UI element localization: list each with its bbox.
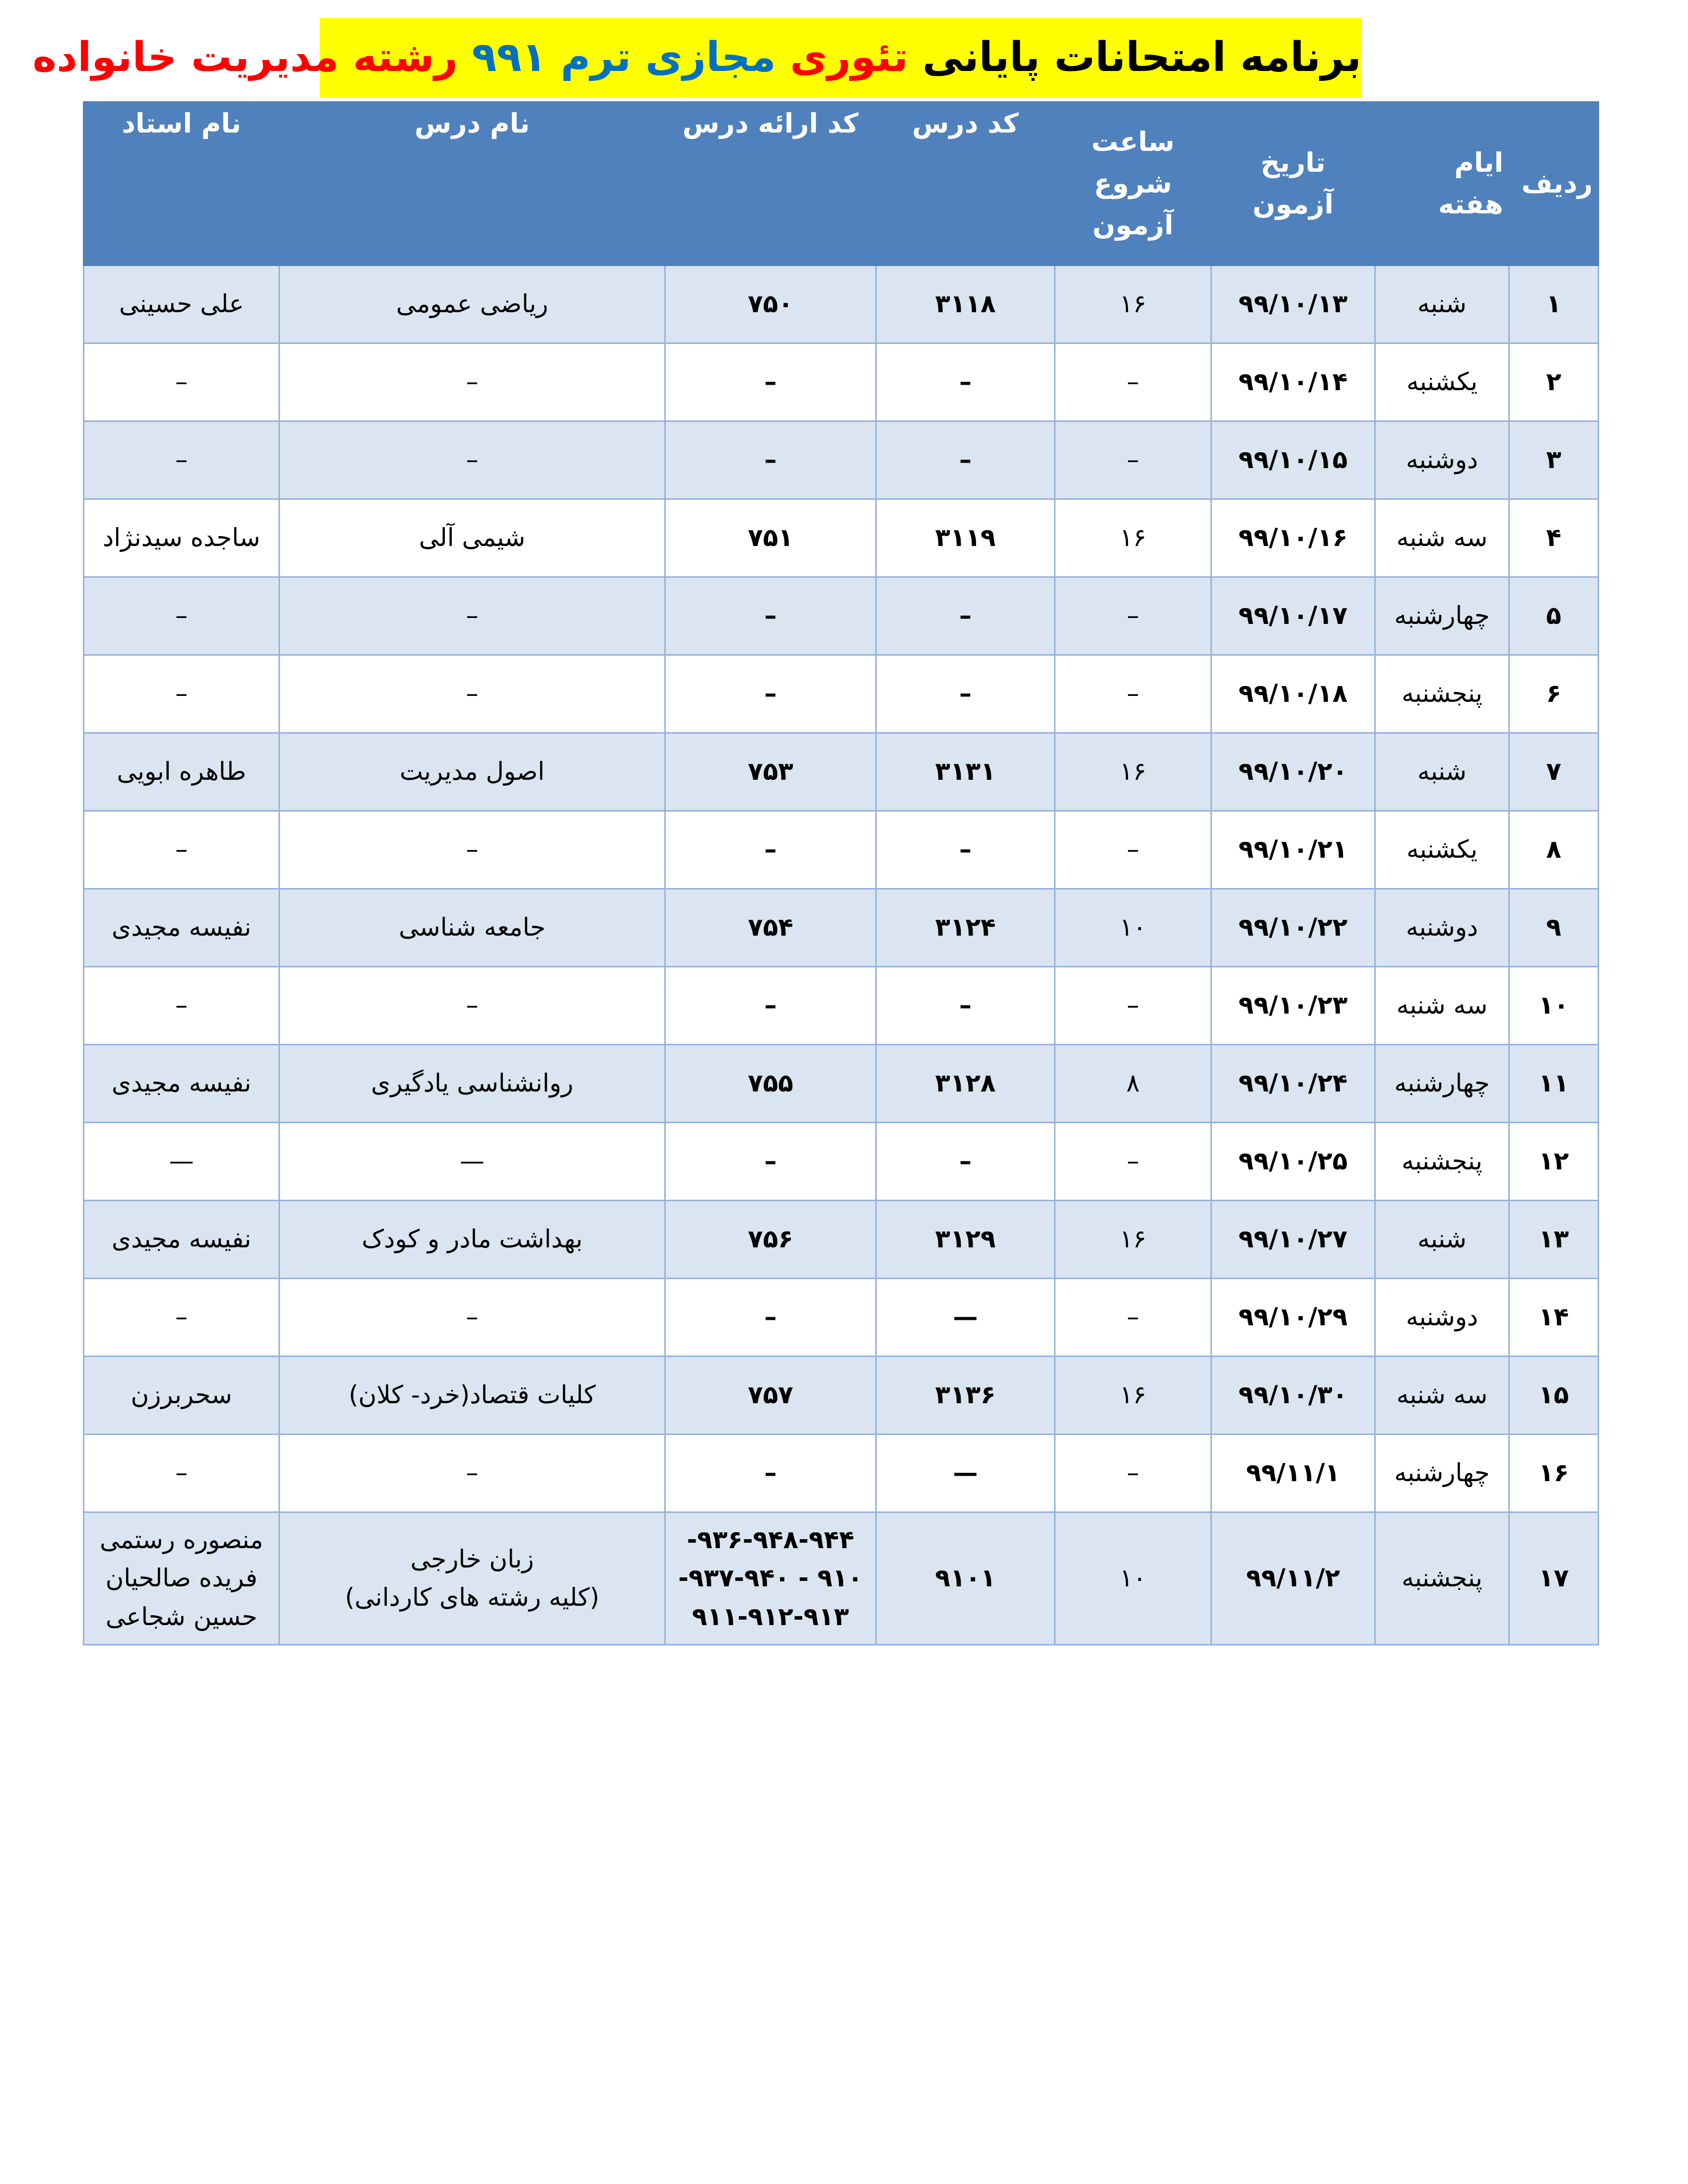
cell-offer-code: ۷۵۳ <box>665 733 876 811</box>
cell-course-name: بهداشت مادر و کودک <box>280 1201 665 1279</box>
cell-course-name: – <box>280 1434 665 1512</box>
cell-exam-date: ۹۹/۱۰/۲۵ <box>1211 1123 1375 1201</box>
header-exam-date <box>1211 102 1375 266</box>
cell-offer-code: – <box>665 343 876 421</box>
header-start-time-line3: آزمون <box>1092 209 1174 241</box>
cell-course-name: – <box>280 421 665 499</box>
table-row <box>84 967 1599 1045</box>
table-row <box>84 266 1599 343</box>
cell-teacher <box>84 1512 280 1645</box>
cell-teacher: – <box>84 577 280 655</box>
header-course-name: نام درس <box>280 102 665 266</box>
cell-teacher: ساجده سیدنژاد <box>84 499 280 577</box>
cell-teacher: علی حسینی <box>84 266 280 343</box>
cell-teacher: نفیسه مجیدی <box>84 889 280 967</box>
cell-row-number: ۹ <box>1509 889 1599 967</box>
cell-course-code: ۳۱۲۸ <box>876 1045 1055 1123</box>
table-row <box>84 1434 1599 1512</box>
cell-exam-date: ۹۹/۱۰/۱۸ <box>1211 655 1375 733</box>
table-row <box>84 499 1599 577</box>
cell-course-code: ۳۱۲۹ <box>876 1201 1055 1279</box>
cell-weekday: شنبه <box>1375 1201 1509 1279</box>
cell-offer-code: ۷۵۴ <box>665 889 876 967</box>
title-part-2: تئوری <box>790 34 909 81</box>
cell-course-code: ۹۱۰۱ <box>876 1512 1055 1645</box>
cell-offer-code: – <box>665 1123 876 1201</box>
cell-teacher: – <box>84 421 280 499</box>
cell-teacher: – <box>84 1279 280 1357</box>
cell-offer-code: – <box>665 811 876 889</box>
cell-start-time: ۱۰ <box>1055 889 1211 967</box>
cell-course-code: ۳۱۱۸ <box>876 266 1055 343</box>
cell-start-time: – <box>1055 967 1211 1045</box>
cell-row-number: ۱۲ <box>1509 1123 1599 1201</box>
cell-offer-code-line: ۹۱۰ - ۹۳۷-۹۴۰- <box>678 1564 863 1593</box>
cell-exam-date: ۹۹/۱۰/۱۶ <box>1211 499 1375 577</box>
cell-course-name: جامعه شناسی <box>280 889 665 967</box>
cell-start-time: ۱۶ <box>1055 733 1211 811</box>
cell-row-number: ۴ <box>1509 499 1599 577</box>
cell-exam-date: ۹۹/۱۰/۳۰ <box>1211 1357 1375 1434</box>
cell-weekday: چهارشنبه <box>1375 1045 1509 1123</box>
cell-course-name <box>280 1512 665 1645</box>
cell-row-number: ۷ <box>1509 733 1599 811</box>
table-row <box>84 421 1599 499</box>
cell-teacher: — <box>84 1123 280 1201</box>
cell-teacher: – <box>84 655 280 733</box>
cell-course-code: — <box>876 1434 1055 1512</box>
cell-course-code: ۳۱۱۹ <box>876 499 1055 577</box>
cell-start-time: ۱۶ <box>1055 1201 1211 1279</box>
cell-row-number: ۱ <box>1509 266 1599 343</box>
cell-teacher: سحربرزن <box>84 1357 280 1434</box>
cell-offer-code <box>665 1512 876 1645</box>
cell-exam-date: ۹۹/۱۰/۲۲ <box>1211 889 1375 967</box>
cell-course-code: ۳۱۲۴ <box>876 889 1055 967</box>
table-row <box>84 1123 1599 1201</box>
cell-course-name: شیمی آلی <box>280 499 665 577</box>
table-header-row <box>84 102 1599 266</box>
cell-weekday: شنبه <box>1375 266 1509 343</box>
cell-course-name-line: (کلیه رشته های کاردانی) <box>345 1583 600 1612</box>
header-offer-code: کد ارائه درس <box>665 102 876 266</box>
cell-exam-date: ۹۹/۱۰/۱۳ <box>1211 266 1375 343</box>
cell-course-name: کلیات قتصاد(خرد- کلان) <box>280 1357 665 1434</box>
cell-row-number: ۱۷ <box>1509 1512 1599 1645</box>
header-start-time-line2: شروع <box>1094 168 1172 200</box>
cell-offer-code: – <box>665 1279 876 1357</box>
cell-teacher: نفیسه مجیدی <box>84 1045 280 1123</box>
header-exam-date-line2: آزمون <box>1253 189 1334 220</box>
cell-exam-date: ۹۹/۱۱/۱ <box>1211 1434 1375 1512</box>
table-row <box>84 1357 1599 1434</box>
cell-row-number: ۱۵ <box>1509 1357 1599 1434</box>
page-title <box>32 18 1361 97</box>
table-row <box>84 1045 1599 1123</box>
cell-course-name: – <box>280 967 665 1045</box>
cell-weekday: چهارشنبه <box>1375 577 1509 655</box>
cell-weekday: پنجشنبه <box>1375 1123 1509 1201</box>
cell-course-code: — <box>876 1279 1055 1357</box>
cell-exam-date: ۹۹/۱۰/۲۹ <box>1211 1279 1375 1357</box>
cell-start-time: ۸ <box>1055 1045 1211 1123</box>
cell-course-code: – <box>876 811 1055 889</box>
cell-offer-code-line: ۹۳۶-۹۴۸-۹۴۴- <box>687 1525 854 1554</box>
cell-exam-date: ۹۹/۱۰/۲۳ <box>1211 967 1375 1045</box>
cell-course-code: – <box>876 343 1055 421</box>
cell-weekday: پنجشنبه <box>1375 655 1509 733</box>
cell-weekday: سه شنبه <box>1375 967 1509 1045</box>
cell-course-name: – <box>280 811 665 889</box>
cell-offer-code: ۷۵۷ <box>665 1357 876 1434</box>
cell-teacher-line: حسین شجاعی <box>105 1602 258 1631</box>
cell-weekday: دوشنبه <box>1375 421 1509 499</box>
cell-course-name: – <box>280 577 665 655</box>
cell-course-code: – <box>876 577 1055 655</box>
cell-teacher-line: فریده صالحیان <box>105 1564 258 1593</box>
table-row <box>84 1201 1599 1279</box>
title-part-4: ۹۹۱ <box>472 34 547 81</box>
cell-row-number: ۱۳ <box>1509 1201 1599 1279</box>
cell-row-number: ۱۱ <box>1509 1045 1599 1123</box>
cell-course-name: ریاضی عمومی <box>280 266 665 343</box>
cell-exam-date: ۹۹/۱۰/۱۵ <box>1211 421 1375 499</box>
cell-exam-date: ۹۹/۱۰/۱۷ <box>1211 577 1375 655</box>
cell-weekday: یکشنبه <box>1375 343 1509 421</box>
cell-teacher-line: منصوره رستمی <box>99 1525 263 1554</box>
table-row <box>84 343 1599 421</box>
cell-weekday: سه شنبه <box>1375 499 1509 577</box>
cell-start-time: – <box>1055 577 1211 655</box>
cell-start-time: – <box>1055 655 1211 733</box>
cell-course-name: — <box>280 1123 665 1201</box>
cell-course-code: ۳۱۳۶ <box>876 1357 1055 1434</box>
exam-schedule-table <box>83 101 1599 1645</box>
header-weekday: ایام هفته <box>1375 102 1509 266</box>
title-part-5: رشته مدیریت خانواده <box>32 34 458 81</box>
cell-offer-code: – <box>665 967 876 1045</box>
cell-weekday: شنبه <box>1375 733 1509 811</box>
cell-row-number: ۱۶ <box>1509 1434 1599 1512</box>
table-row <box>84 655 1599 733</box>
cell-exam-date: ۹۹/۱۰/۲۴ <box>1211 1045 1375 1123</box>
cell-offer-code-line: ۹۱۱-۹۱۲-۹۱۳ <box>692 1602 849 1631</box>
cell-course-name: – <box>280 1279 665 1357</box>
cell-start-time: ۱۰ <box>1055 1512 1211 1645</box>
cell-weekday: دوشنبه <box>1375 889 1509 967</box>
cell-teacher: نفیسه مجیدی <box>84 1201 280 1279</box>
cell-row-number: ۳ <box>1509 421 1599 499</box>
cell-course-code: – <box>876 421 1055 499</box>
table-row <box>84 577 1599 655</box>
cell-course-name: – <box>280 655 665 733</box>
cell-offer-code: – <box>665 421 876 499</box>
cell-weekday: پنجشنبه <box>1375 1512 1509 1645</box>
title-part-3: مجازی ترم <box>561 34 776 81</box>
cell-exam-date: ۹۹/۱۰/۱۴ <box>1211 343 1375 421</box>
table-body <box>84 266 1599 1645</box>
header-start-time-line1: ساعت <box>1091 126 1175 158</box>
cell-start-time: ۱۶ <box>1055 499 1211 577</box>
header-teacher: نام استاد <box>84 102 280 266</box>
cell-course-name: – <box>280 343 665 421</box>
cell-start-time: – <box>1055 421 1211 499</box>
cell-start-time: – <box>1055 1123 1211 1201</box>
cell-start-time: – <box>1055 1434 1211 1512</box>
cell-teacher: طاهره ابویی <box>84 733 280 811</box>
cell-offer-code: – <box>665 577 876 655</box>
cell-row-number: ۲ <box>1509 343 1599 421</box>
table-row <box>84 733 1599 811</box>
cell-course-code: ۳۱۳۱ <box>876 733 1055 811</box>
table-row <box>84 1279 1599 1357</box>
cell-course-code: – <box>876 967 1055 1045</box>
cell-course-name: اصول مدیریت <box>280 733 665 811</box>
header-start-time <box>1055 102 1211 266</box>
table-row <box>84 889 1599 967</box>
cell-start-time: – <box>1055 811 1211 889</box>
cell-start-time: – <box>1055 1279 1211 1357</box>
cell-offer-code: ۷۵۶ <box>665 1201 876 1279</box>
header-course-code: کد درس <box>876 102 1055 266</box>
cell-weekday: سه شنبه <box>1375 1357 1509 1434</box>
cell-row-number: ۱۴ <box>1509 1279 1599 1357</box>
cell-offer-code: ۷۵۱ <box>665 499 876 577</box>
header-row-number: ردیف <box>1509 102 1599 266</box>
cell-exam-date: ۹۹/۱۱/۲ <box>1211 1512 1375 1645</box>
cell-weekday: دوشنبه <box>1375 1279 1509 1357</box>
cell-teacher: – <box>84 811 280 889</box>
cell-course-code: – <box>876 655 1055 733</box>
cell-row-number: ۵ <box>1509 577 1599 655</box>
cell-weekday: یکشنبه <box>1375 811 1509 889</box>
cell-teacher: – <box>84 343 280 421</box>
cell-teacher: – <box>84 1434 280 1512</box>
cell-course-name: روانشناسی یادگیری <box>280 1045 665 1123</box>
cell-offer-code: ۷۵۵ <box>665 1045 876 1123</box>
cell-row-number: ۸ <box>1509 811 1599 889</box>
cell-teacher: – <box>84 967 280 1045</box>
cell-row-number: ۱۰ <box>1509 967 1599 1045</box>
cell-offer-code: – <box>665 655 876 733</box>
cell-course-code: – <box>876 1123 1055 1201</box>
cell-exam-date: ۹۹/۱۰/۲۰ <box>1211 733 1375 811</box>
cell-start-time: – <box>1055 343 1211 421</box>
title-part-1: برنامه امتحانات پایانی <box>922 34 1361 81</box>
cell-offer-code: – <box>665 1434 876 1512</box>
cell-start-time: ۱۶ <box>1055 266 1211 343</box>
table-row <box>84 811 1599 889</box>
cell-exam-date: ۹۹/۱۰/۲۱ <box>1211 811 1375 889</box>
cell-exam-date: ۹۹/۱۰/۲۷ <box>1211 1201 1375 1279</box>
table-row <box>84 1512 1599 1645</box>
cell-weekday: چهارشنبه <box>1375 1434 1509 1512</box>
header-exam-date-line1: تاریخ <box>1261 147 1326 179</box>
cell-course-name-line: زبان خارجی <box>410 1544 534 1573</box>
cell-row-number: ۶ <box>1509 655 1599 733</box>
cell-offer-code: ۷۵۰ <box>665 266 876 343</box>
cell-start-time: ۱۶ <box>1055 1357 1211 1434</box>
